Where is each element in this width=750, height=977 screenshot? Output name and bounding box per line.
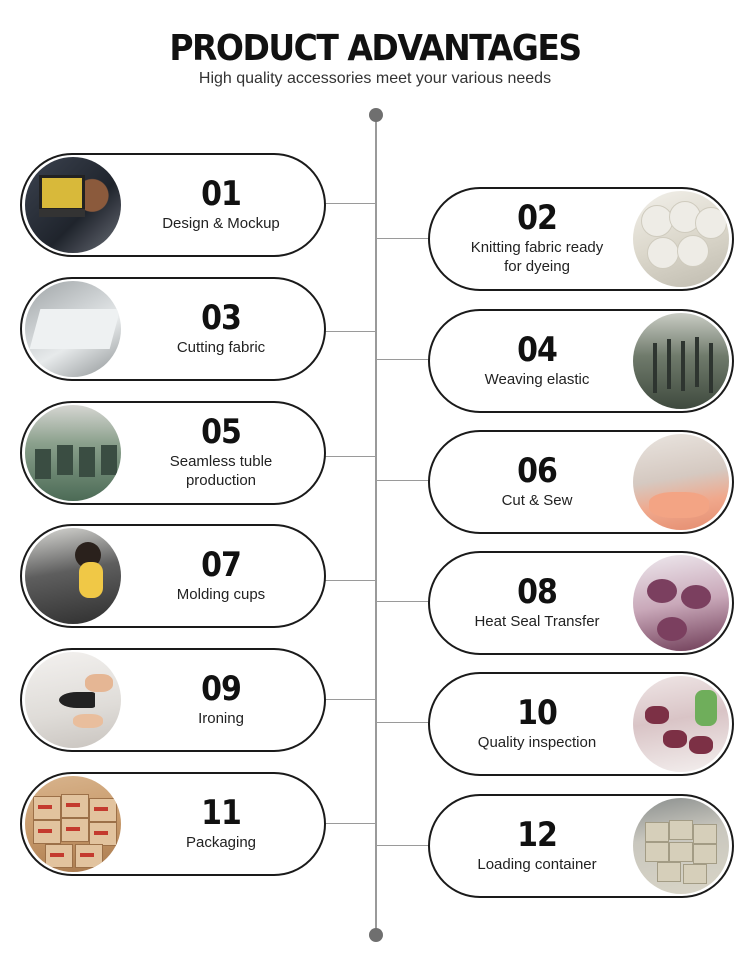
- timeline-start-dot: [369, 108, 383, 122]
- page-title: PRODUCT ADVANTAGES: [169, 26, 581, 69]
- connector-08: [376, 601, 429, 602]
- step-label: Cutting fabric: [176, 338, 266, 356]
- connector-05: [323, 456, 376, 457]
- inspection-photo: [633, 676, 729, 772]
- step-card-11: [20, 772, 326, 876]
- step-number: 01: [201, 174, 241, 214]
- step-label: Heat Seal Transfer: [474, 612, 600, 630]
- fabric-cutting-table-photo: [25, 281, 121, 377]
- step-label: Quality inspection: [477, 733, 597, 751]
- step-number: 12: [517, 815, 557, 855]
- step-card-05: [20, 401, 326, 505]
- step-card-02: [428, 187, 734, 291]
- container-loading-photo: [633, 798, 729, 894]
- step-card-10: [428, 672, 734, 776]
- connector-06: [376, 480, 429, 481]
- connector-03: [323, 331, 376, 332]
- connector-09: [323, 699, 376, 700]
- step-number: 07: [201, 545, 241, 585]
- weaving-loom-photo: [633, 313, 729, 409]
- connector-01: [323, 203, 376, 204]
- connector-02: [376, 238, 429, 239]
- step-label: Ironing: [198, 709, 244, 727]
- timeline-end-dot: [369, 928, 383, 942]
- designer-computer-photo: [25, 157, 121, 253]
- step-card-06: [428, 430, 734, 534]
- step-number: 08: [517, 572, 557, 612]
- molding-worker-photo: [25, 528, 121, 624]
- step-card-04: [428, 309, 734, 413]
- step-label: Molding cups: [176, 585, 266, 603]
- step-card-03: [20, 277, 326, 381]
- step-number: 02: [517, 198, 557, 239]
- connector-10: [376, 722, 429, 723]
- step-label: Packaging: [185, 833, 257, 851]
- step-card-08: [428, 551, 734, 655]
- step-label: Cut & Sew: [501, 491, 573, 509]
- step-number: 05: [201, 412, 241, 453]
- carton-boxes-photo: [25, 776, 121, 872]
- sewing-machine-photo: [633, 434, 729, 530]
- page-subtitle: High quality accessories meet your various needs: [198, 70, 552, 87]
- fabric-rolls-photo: [633, 191, 729, 287]
- step-number: 11: [201, 793, 241, 833]
- step-label: Weaving elastic: [484, 370, 590, 388]
- step-label: Knitting fabric ready for dyeing: [470, 239, 604, 275]
- step-card-07: [20, 524, 326, 628]
- step-label: Design & Mockup: [162, 214, 280, 232]
- ironing-photo: [25, 652, 121, 748]
- connector-12: [376, 845, 429, 846]
- heat-seal-bra-photo: [633, 555, 729, 651]
- step-card-09: [20, 648, 326, 752]
- connector-11: [323, 823, 376, 824]
- step-card-01: [20, 153, 326, 257]
- connector-04: [376, 359, 429, 360]
- step-number: 10: [517, 693, 557, 733]
- step-label: Seamless tuble production: [169, 453, 273, 489]
- step-number: 06: [517, 451, 557, 491]
- step-label: Loading container: [477, 855, 597, 873]
- step-number: 04: [517, 330, 557, 370]
- connector-07: [323, 580, 376, 581]
- knitting-machines-photo: [25, 405, 121, 501]
- step-number: 09: [201, 669, 241, 709]
- step-number: 03: [201, 298, 241, 338]
- step-card-12: [428, 794, 734, 898]
